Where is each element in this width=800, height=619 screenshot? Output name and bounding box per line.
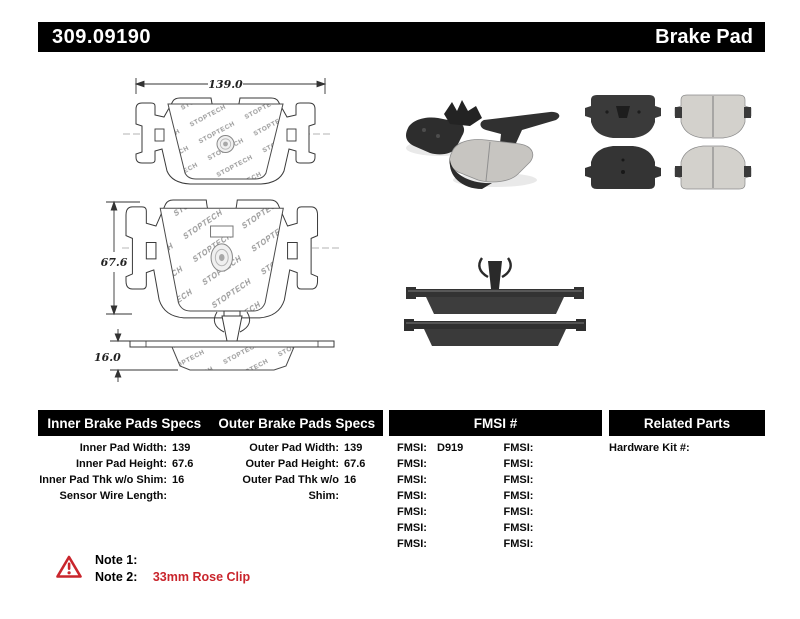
note2-value: 33mm Rose Clip <box>152 570 251 584</box>
fmsi-label: FMSI: <box>503 458 534 470</box>
fmsi-row <box>389 440 602 456</box>
spec-label: Inner Pad Thk w/o Shim: <box>39 474 167 486</box>
fmsi-label: FMSI: <box>503 442 534 454</box>
fmsi-label: FMSI: <box>503 490 534 502</box>
height-dim-label: 67.6 <box>100 256 128 269</box>
related-parts-column <box>609 440 765 456</box>
fmsi-value <box>437 504 496 520</box>
related-label: Hardware Kit #: <box>609 442 690 454</box>
fmsi-value <box>437 472 496 488</box>
fmsi-label: FMSI: <box>503 538 534 550</box>
related-header-bar <box>609 410 765 436</box>
fmsi-label: FMSI: <box>397 458 427 470</box>
spec-row <box>38 440 210 456</box>
note-line-2 <box>95 569 250 586</box>
fmsi-value <box>437 520 496 536</box>
drawing-pad-height-view <box>74 194 366 387</box>
fmsi-value <box>437 488 496 504</box>
page-header-bar <box>38 22 765 52</box>
fmsi-label: FMSI: <box>397 442 427 454</box>
photo-pads-scattered <box>400 90 575 200</box>
spec-label: Inner Pad Height: <box>75 458 167 470</box>
fmsi-value <box>437 536 496 552</box>
fmsi-value <box>437 456 496 472</box>
photo-pad-back-bottom <box>585 146 661 189</box>
spec-row <box>38 488 210 504</box>
spec-value: 16 <box>344 474 357 486</box>
spec-value: 16 <box>172 474 185 486</box>
spec-row <box>38 472 210 488</box>
spec-label: Outer Pad Height: <box>245 458 339 470</box>
photo-pad-edge-bottom <box>404 319 586 346</box>
photo-pad-friction-top <box>675 95 751 138</box>
fmsi-column <box>389 440 602 552</box>
inner-specs-column <box>38 440 210 504</box>
note1-label: Note 1: <box>95 553 138 567</box>
spec-label: Inner Pad Width: <box>79 442 167 454</box>
fmsi-row <box>389 488 602 504</box>
inner-specs-header: Inner Brake Pads Specs <box>47 415 202 431</box>
spec-row <box>210 472 382 502</box>
part-number: 309.09190 <box>52 25 152 48</box>
fmsi-label: FMSI: <box>503 474 534 486</box>
fmsi-row <box>389 520 602 536</box>
fmsi-label: FMSI: <box>397 522 427 534</box>
fmsi-value <box>544 488 603 504</box>
abutment-tab-right <box>287 129 296 141</box>
fmsi-header-bar <box>389 410 602 436</box>
fmsi-label: FMSI: <box>503 522 534 534</box>
fmsi-value <box>544 504 603 520</box>
spec-value: 139 <box>344 442 363 454</box>
specs-header-bar <box>38 410 383 436</box>
width-dim-label: 139.0 <box>208 78 243 91</box>
spec-label: Sensor Wire Length: <box>59 490 167 502</box>
outer-specs-column <box>210 440 382 502</box>
spec-label: Outer Pad Width: <box>249 442 339 454</box>
drawing-pad-width-view <box>103 74 351 203</box>
spec-row <box>210 440 382 456</box>
fmsi-label: FMSI: <box>397 506 427 518</box>
spec-row <box>38 456 210 472</box>
photo-hardware-clip <box>444 100 482 126</box>
outer-specs-header: Outer Brake Pads Specs <box>218 415 376 431</box>
photo-clip <box>479 258 510 289</box>
related-row <box>609 440 765 456</box>
photo-pads-edge-view <box>396 253 594 358</box>
photo-pad-edge-top <box>406 287 584 314</box>
fmsi-value <box>544 472 603 488</box>
warning-icon <box>56 555 82 584</box>
photo-pad-set <box>577 90 759 200</box>
center-logo <box>217 136 234 153</box>
fmsi-value <box>544 440 603 456</box>
fmsi-label: FMSI: <box>503 506 534 518</box>
spec-value: 139 <box>172 442 191 454</box>
spec-value: 67.6 <box>172 458 194 470</box>
fmsi-value: D919 <box>437 442 464 454</box>
fmsi-row <box>389 456 602 472</box>
note2-label: Note 2: <box>95 570 138 584</box>
note-line-1 <box>95 552 250 569</box>
pad-edge-view <box>130 341 334 370</box>
spec-label: Outer Pad Thk w/o Shim: <box>242 474 339 502</box>
thickness-dim-label: 16.0 <box>94 351 121 364</box>
fmsi-row <box>389 472 602 488</box>
fmsi-value <box>544 536 603 552</box>
fmsi-row <box>389 504 602 520</box>
abutment-tab-left <box>155 129 164 141</box>
spec-row <box>210 456 382 472</box>
photo-pad-back-top <box>585 95 661 138</box>
fmsi-label: FMSI: <box>397 474 427 486</box>
fmsi-row <box>389 536 602 552</box>
fmsi-label: FMSI: <box>397 490 427 502</box>
fmsi-value <box>544 456 603 472</box>
page-title: Brake Pad <box>655 25 753 48</box>
fmsi-value <box>544 520 603 536</box>
pad-front-view <box>126 200 318 318</box>
related-parts-header: Related Parts <box>643 415 731 431</box>
fmsi-label: FMSI: <box>397 538 427 550</box>
notes-block <box>95 552 250 586</box>
fmsi-header: FMSI # <box>473 415 518 431</box>
photo-pad-friction-bottom <box>675 146 751 189</box>
spec-value <box>167 488 210 504</box>
spec-value: 67.6 <box>344 458 366 470</box>
